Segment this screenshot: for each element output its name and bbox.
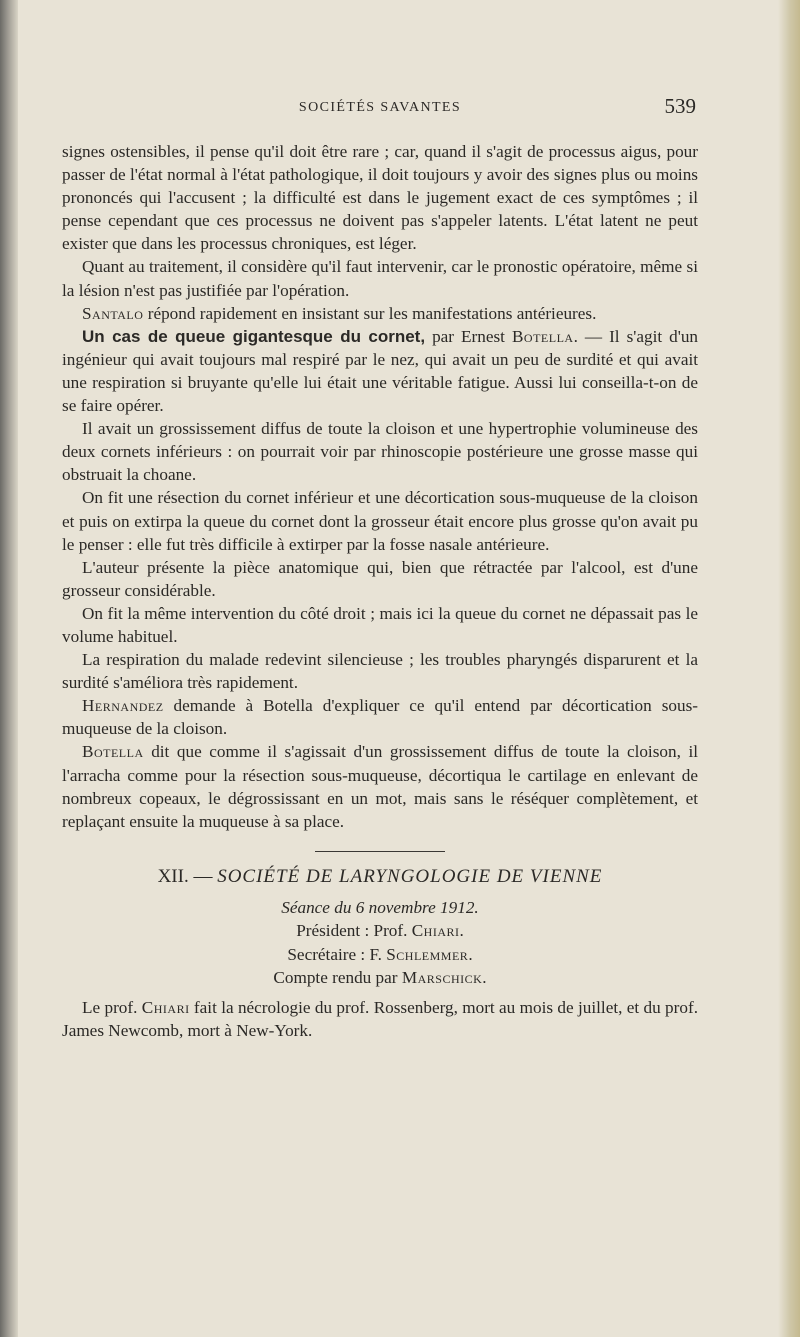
page-body <box>62 140 698 833</box>
paragraph-5: Il avait un grossissement diffus de toute la cloison et une hypertrophie volumineuse des deux cornets inférieurs : on pourrait voir par rhinoscopie postérieure une grosse masse qui obstruait la choane. <box>62 419 698 485</box>
speaker-name: Botella <box>82 742 144 762</box>
report-line <box>62 966 698 990</box>
paragraph-10 <box>62 694 698 740</box>
paragraph-7: L'auteur présente la pièce anatomique qui, bien que rétractée par l'alcool, est d'une grosseur considérable. <box>62 557 698 600</box>
paragraph-text: répond rapidement en insistant sur les manifestations antérieures. <box>143 303 597 323</box>
page-edge-stain <box>778 0 800 1337</box>
section-number: XII. — <box>157 865 218 887</box>
paragraph-2: Quant au traitement, il considère qu'il faut intervenir, car le pronostic opératoire, même si la lésion n'est pas justifiée par l'opération. <box>62 257 698 300</box>
closing-body <box>62 996 698 1042</box>
paragraph-text: demande à Botella d'expliquer ce qu'il entend par décortication sous-muqueuse de la cloison. <box>62 696 698 739</box>
secretary-end: . <box>468 944 473 964</box>
paper-title: Un cas de queue gigantesque du cornet, <box>82 326 426 346</box>
paragraph-text: fait la nécrologie du prof. Rossenberg, mort au mois de juillet, et du prof. James Newcomb, mort à New-York. <box>62 997 698 1040</box>
president-end: . <box>459 921 464 941</box>
paper-author: Botella <box>511 326 574 346</box>
paragraph-3 <box>62 302 698 325</box>
paper-by: par Ernest <box>425 326 512 346</box>
running-title: SOCIÉTÉS SAVANTES <box>298 100 462 115</box>
report-end: . <box>482 968 487 988</box>
president-line <box>62 919 698 943</box>
page-binding-shadow <box>0 0 18 1337</box>
closing-lead: Le prof. <box>82 997 142 1017</box>
paragraph-9: La respiration du malade redevint silencieuse ; les troubles pharyngés disparurent et la surdité s'améliora très rapidement. <box>62 650 698 693</box>
section-title: SOCIÉTÉ DE LARYNGOLOGIE DE VIENNE <box>217 865 603 887</box>
speaker-name: Santalo <box>82 303 144 323</box>
section-heading <box>62 866 698 888</box>
session-date: Séance du 6 novembre 1912. <box>281 897 479 917</box>
paragraph-8: On fit la même intervention du côté droit ; mais ici la queue du cornet ne dépassait pas le volume habituel. <box>62 603 698 646</box>
running-header <box>62 92 698 132</box>
secretary-label: Secrétaire : F. <box>287 944 387 964</box>
paragraph-text: dit que comme il s'agissait d'un grossissement diffus de toute la cloison, il l'arracha comme pour la résection sous-muqueuse, décortiqua le cartilage en enlevant de nombreux copeaux, le dégrossissant en un mot, mais sans le réséquer complètement, et replaçant ensuite la muqueuse à sa place. <box>62 742 698 831</box>
paper-heading-paragraph <box>62 325 698 417</box>
paragraph-1: signes ostensibles, il pense qu'il doit être rare ; car, quand il s'agit de processus aigus, pour passer de l'état normal à l'état pathologique, il doit toujours y avoir des signes plus ou moins prononcés qui l'accusent ; la difficulté est dans le jugement exact de ces symptômes ; il pense cependant que ces processus ne doivent pas s'appeler latents. L'état latent ne peut exister que dans les processus chroniques, est léger. <box>62 142 698 254</box>
section-divider <box>315 851 445 852</box>
president-name: Chiari <box>411 921 460 941</box>
paragraph-6: On fit une résection du cornet inférieur et une décortication sous-muqueuse de la cloison et puis on extirpa la queue du cornet dont la grosseur était encore plus grosse qu'on avait pu le penser : elle fut très difficile à extirper par la fosse nasale antérieure. <box>62 488 698 554</box>
speaker-name: Hernandez <box>82 696 164 716</box>
report-name: Marschick <box>401 968 483 988</box>
secretary-name: Schlemmer <box>386 944 469 964</box>
speaker-name: Chiari <box>141 997 190 1017</box>
paragraph-text: . — Il s'agit d'un ingénieur qui avait toujours mal respiré par le nez, qui avait un peu de surdité et qui avait une respiration si bruyante qu'elle lui était une véritable fatigue. Aussi lui conseilla-t-on de se faire opérer. <box>62 326 699 416</box>
secretary-line <box>62 943 698 967</box>
page-number: 539 <box>664 94 696 118</box>
report-label: Compte rendu par <box>273 968 402 988</box>
paragraph-11 <box>62 740 698 832</box>
closing-paragraph <box>62 996 698 1042</box>
book-page <box>62 92 698 1042</box>
president-label: Président : Prof. <box>296 921 412 941</box>
